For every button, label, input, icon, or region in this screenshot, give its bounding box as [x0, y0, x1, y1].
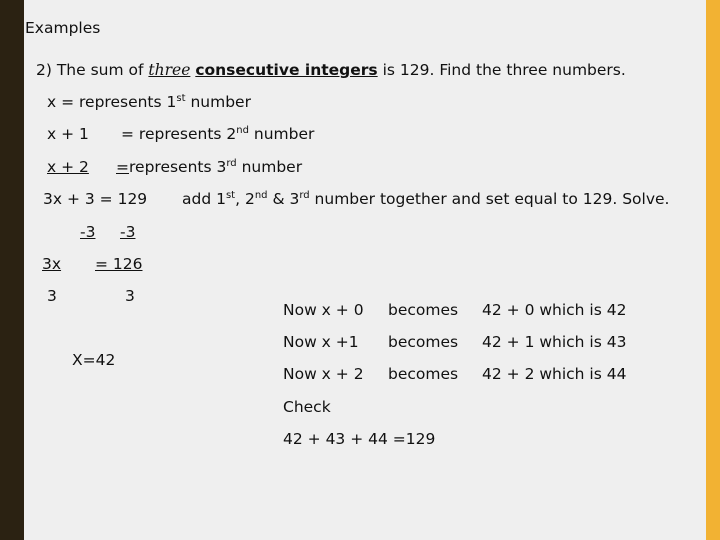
result-expr-1: Now x + 0	[283, 301, 364, 319]
result-verb-1: becomes	[388, 301, 459, 319]
result-expr-2: Now x +1	[283, 333, 359, 351]
check-equation: 42 + 43 + 44 =129	[283, 430, 436, 448]
problem-key-phrase: consecutive integers	[195, 61, 378, 79]
subtract-left: -3	[80, 223, 96, 241]
problem-prefix: 2) The sum of	[36, 61, 144, 79]
result-value-2: 42 + 1 which is 43	[482, 333, 627, 351]
result-verb-2: becomes	[388, 333, 459, 351]
definition-third-text: represents 3rd number	[129, 158, 303, 176]
result-expr-3: Now x + 2	[283, 365, 364, 383]
definition-second-expr: x + 1	[47, 125, 89, 143]
check-label: Check	[283, 398, 331, 416]
right-accent-bar	[706, 0, 720, 540]
subtract-right: -3	[120, 223, 136, 241]
divisor-right: 3	[125, 287, 135, 305]
problem-word-three: three	[148, 61, 191, 79]
result-value-3: 42 + 2 which is 44	[482, 365, 627, 383]
result-verb-3: becomes	[388, 365, 459, 383]
result-value-1: 42 + 0 which is 42	[482, 301, 627, 319]
result-x: X=42	[72, 351, 116, 369]
definition-third-eq: =	[116, 158, 129, 176]
definition-first: x = represents 1st number	[47, 93, 251, 111]
lhs-3x: 3x	[42, 255, 62, 273]
left-accent-bar	[0, 0, 24, 540]
problem-suffix: is 129. Find the three numbers.	[382, 61, 626, 79]
divisor-left: 3	[47, 287, 57, 305]
definition-second-text: = represents 2nd number	[121, 125, 315, 143]
work-instruction: add 1st, 2nd & 3rd number together and set equal to 129. Solve.	[182, 190, 670, 208]
work-equation: 3x + 3 = 129	[43, 190, 148, 208]
rhs-126: = 126	[95, 255, 143, 273]
problem-statement	[36, 60, 626, 80]
definition-third-expr: x + 2	[47, 158, 89, 176]
heading: Examples	[25, 19, 101, 37]
